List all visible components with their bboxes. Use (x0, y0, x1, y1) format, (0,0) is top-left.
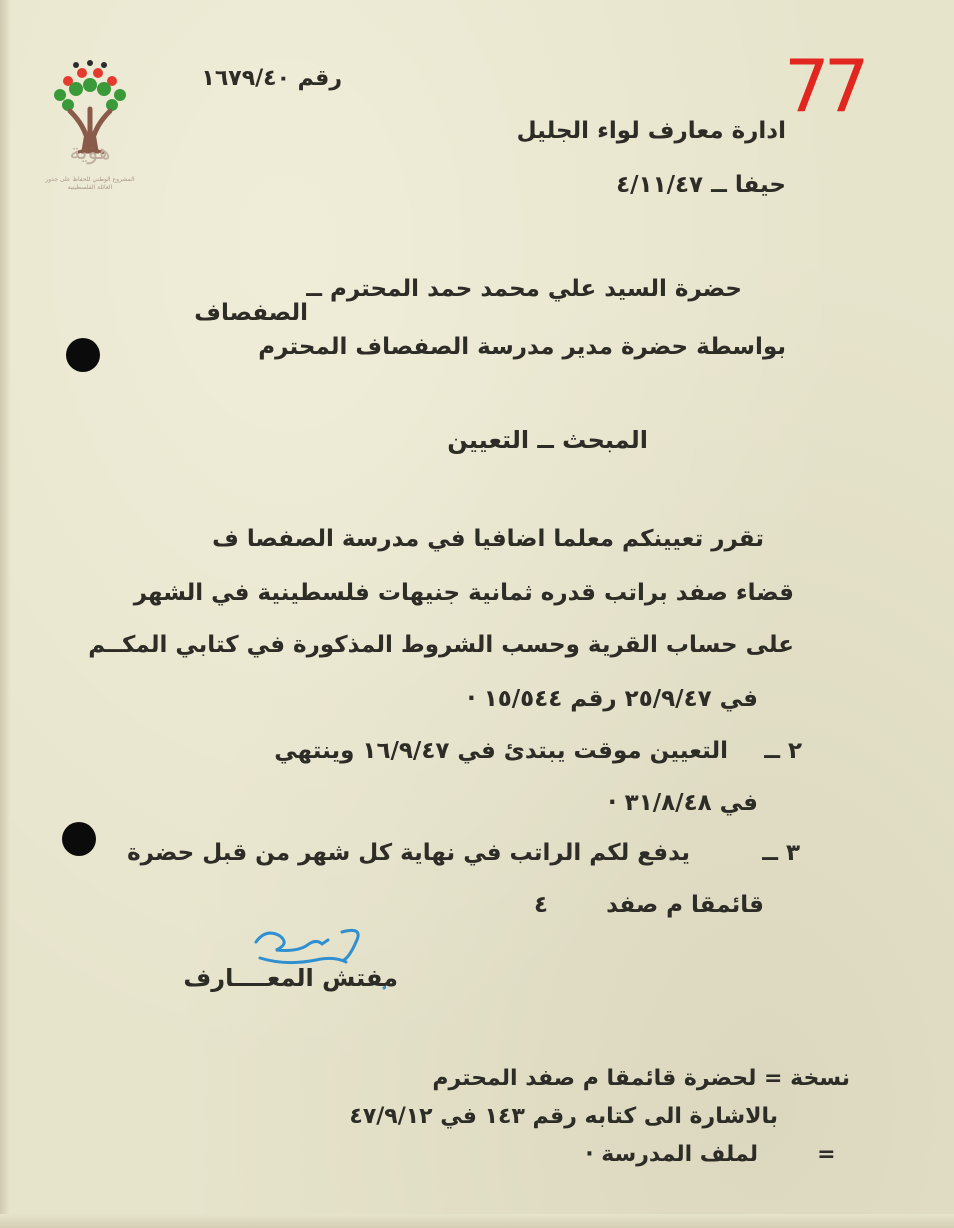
subject-line: المبحث ــ التعيين (447, 426, 648, 454)
body-line-1: تقرر تعيينكم معلما اضافيا في مدرسة الصفصا ف (212, 526, 764, 552)
item-3-line-1: يدفع لكم الراتب في نهاية كل شهر من قبل حضرة (127, 840, 690, 866)
item-2-line-1: التعيين موقت يبتدئ في ١٦/٩/٤٧ وينتهي (274, 738, 728, 764)
copy-line-1: نسخة = لحضرة قائمقا م صفد المحترم (432, 1066, 850, 1091)
item-3-line-2: قائمقا م صفد (606, 892, 764, 918)
body-line-4: في ٢٥/٩/٤٧ رقم ١٥/٥٤٤ · (466, 686, 758, 712)
handwritten-page-number: 77 (784, 44, 864, 128)
family-tree-logo-icon (48, 34, 132, 194)
reference-number: رقم ١٦٧٩/٤٠ (201, 66, 342, 91)
copy-bullet: = (817, 1142, 836, 1167)
item-3-number: ٣ ــ (762, 840, 800, 866)
punch-hole-top (66, 338, 100, 372)
via-line: بواسطة حضرة مدير مدرسة الصفصاف المحترم (258, 334, 786, 360)
logo-caption: المشروع الوطني للحفاظ على جذور العائلة الفلسطينية (45, 176, 135, 191)
signature-title: مفتش المعــــارف (183, 964, 398, 992)
body-line-2: قضاء صفد براتب قدره ثمانية جنيهات فلسطينية في الشهر (133, 580, 794, 606)
page-bottom-shadow (0, 1214, 954, 1228)
item-2-number: ٢ ــ (764, 738, 802, 764)
body-line-3: على حساب القرية وحسب الشروط المذكورة في كتابي المكــم (88, 632, 794, 658)
place-date: حيفا ــ ٤/١١/٤٧ (616, 172, 786, 198)
page-edge-shadow (0, 0, 10, 1228)
addressee-line: حضرة السيد علي محمد حمد المحترم ــ (306, 276, 742, 302)
copy-line-3: لملف المدرسة · (585, 1142, 758, 1167)
addressee-village: الصفصاف (194, 300, 308, 326)
punch-hole-bottom (62, 822, 96, 856)
logo-wordmark: هوية (69, 140, 111, 165)
item-2-line-2: في ٣١/٨/٤٨ · (607, 790, 758, 816)
item-3-end: ٤ (533, 892, 548, 918)
office-name: ادارة معارف لواء الجليل (516, 118, 786, 144)
copy-line-2: بالاشارة الى كتابه رقم ١٤٣ في ٤٧/٩/١٢ (349, 1104, 778, 1129)
